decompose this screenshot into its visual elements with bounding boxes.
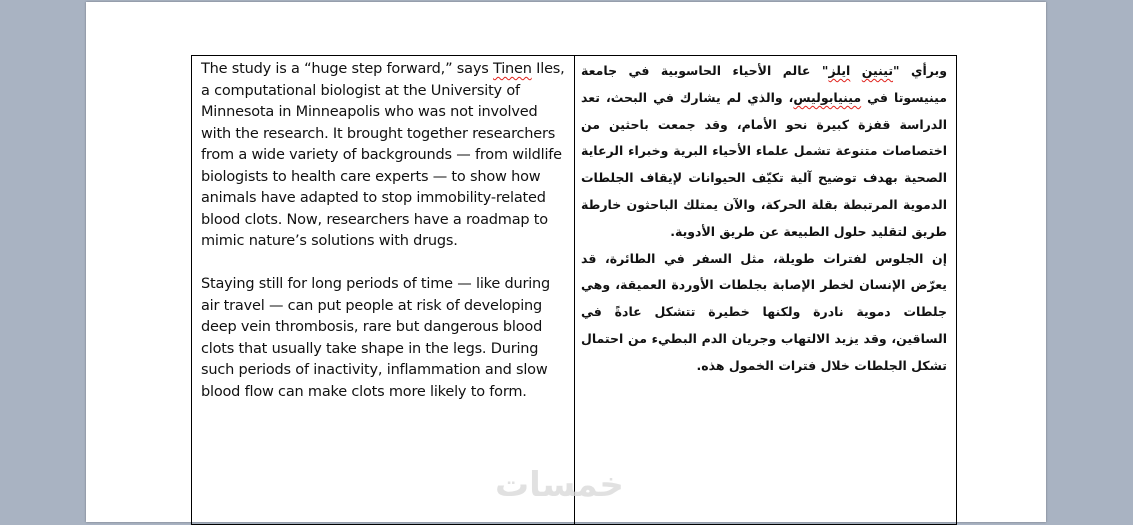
spelling-flag-minneapolis-ar[interactable]: مينيابوليس [793,89,862,105]
arabic-text: وبرأي " [893,63,947,78]
site-watermark: خمسات [495,465,624,505]
english-text: Iles, a computational biologist at the University of Minnesota in Minneapolis who was not involved with the research. It brought together researchers from a wide variety of backgrounds — from wildlife biologists to health care experts — to show how animals have adapted to stop immobility-related blood clots. Now, researchers have a roadmap to mimic nature’s solutions with drugs. [201,61,565,249]
english-paragraph-2: Staying still for long periods of time — like during air travel — can put people at risk of developing deep vein thrombosis, rare but dangerous blood clots that usually take shape in the legs. During such periods of inactivity, inflammation and slow blood flow can make clots more likely to form. [201,276,551,400]
spelling-flag-iles-ar[interactable]: ايلز [828,63,851,78]
translation-table [191,55,957,525]
english-text: The study is a “huge step forward,” says [201,61,493,77]
arabic-paragraph-1 [581,58,947,246]
spelling-flag-tinen[interactable]: Tinen [493,61,532,77]
arabic-text: ، والذي لم يشارك في البحث، تعد الدراسة قفزة كبيرة نحو الأمام، وقد جمعت باحثين من اختصاصات متنوعة تشمل علماء الأحياء البرية وخبراء الرعاية الصحية بهدف توضيح آلية تكيّف الحيوانات لإيقاف الجلطات الدموية المرتبطة بقلة الحركة، والآن يمتلك الباحثون خارطة طريق لتقليد حلول الطبيعة عن طريق الأدوية. [581,89,947,239]
english-paragraph-1 [201,59,568,253]
arabic-text: " عالم الأحياء الحاسوبية في جامعة مينيسوتا في [581,63,947,105]
arabic-text [850,63,861,78]
arabic-cell[interactable] [575,56,956,524]
spelling-flag-tinen-ar[interactable]: تينين [861,63,894,78]
english-cell[interactable] [192,56,575,524]
arabic-paragraph-2: إن الجلوس لفترات طويلة، مثل السفر في الطائرة، قد يعرّض الإنسان لخطر الإصابة بجلطات الأوردة العميقة، وهي جلطات دموية نادرة ولكنها خطيرة تتشكل عادةً في الساقين، وقد يزيد الالتهاب وجريان الدم البطيء من احتمال تشكل الجلطات خلال فترات الخمول هذه. [581,250,947,373]
document-page[interactable] [86,2,1046,522]
